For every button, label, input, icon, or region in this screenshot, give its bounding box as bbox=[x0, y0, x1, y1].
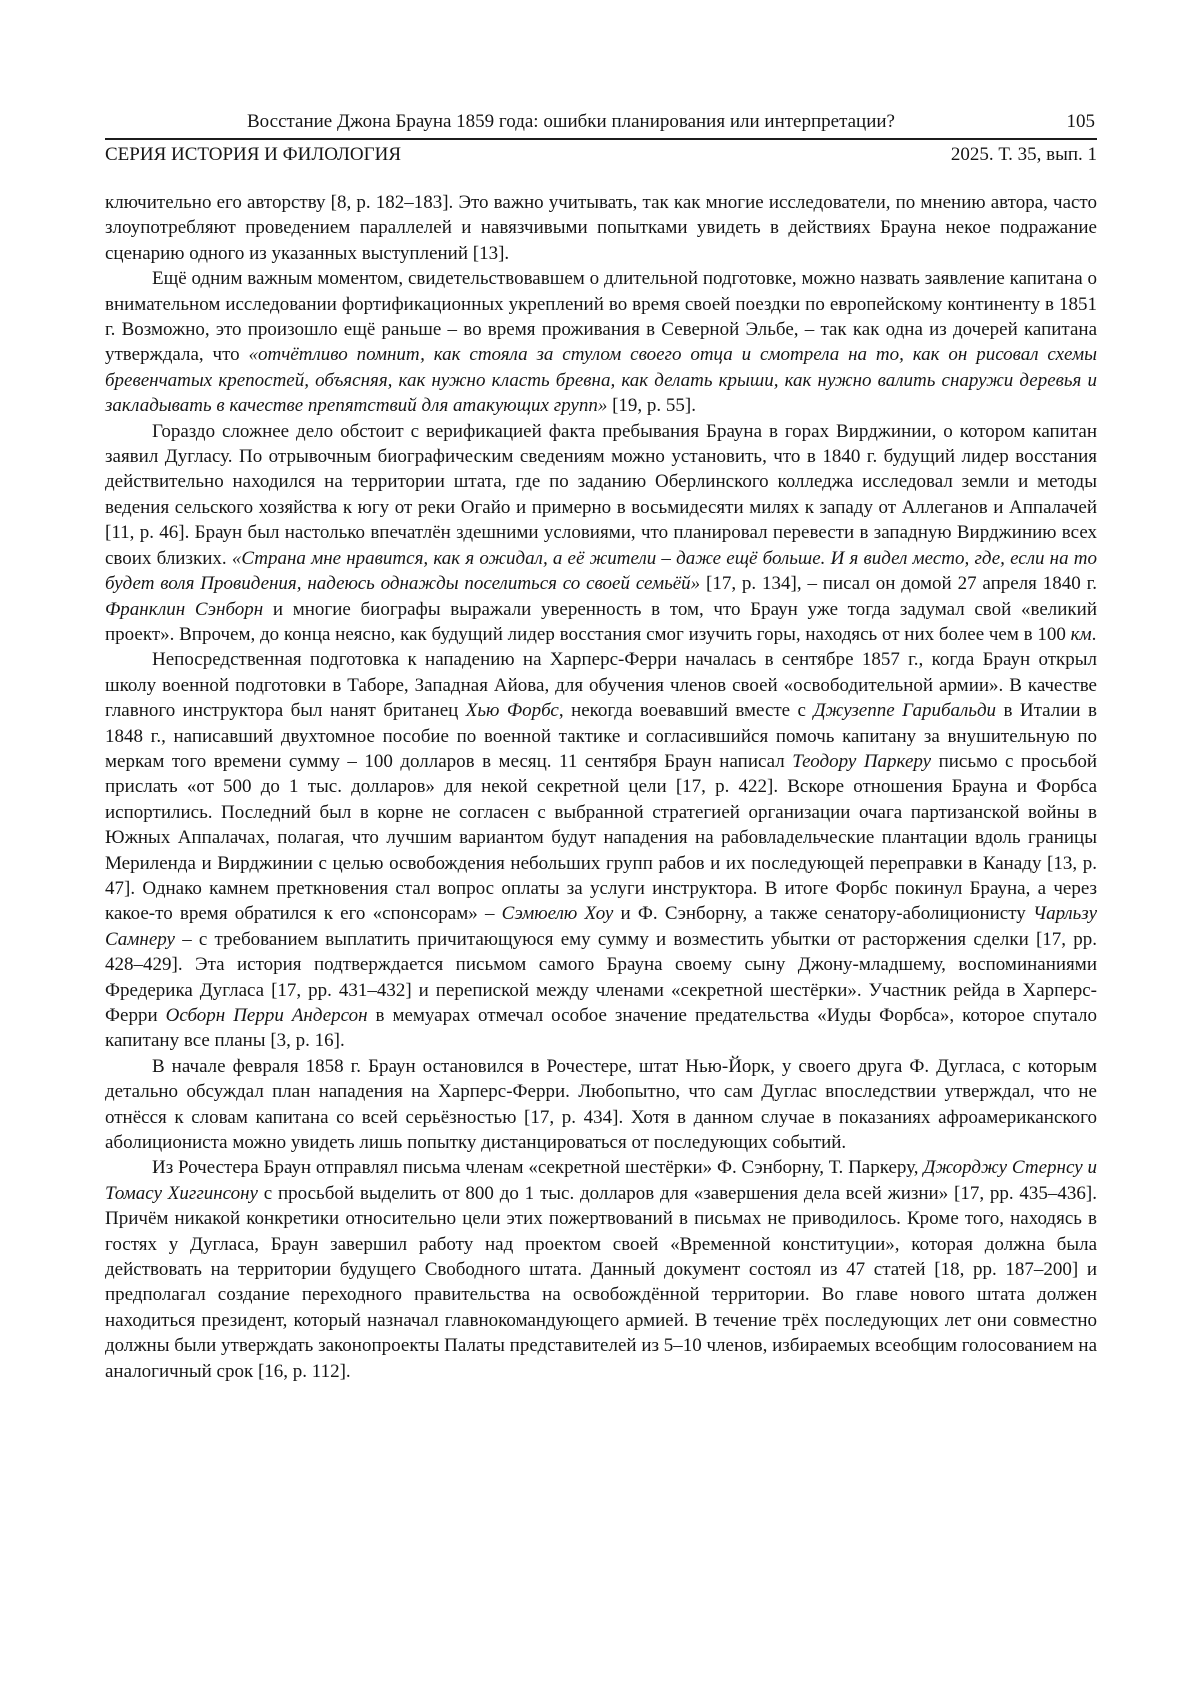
text-run: [17, р. 134], – писал он домой 27 апреля 1840 г. bbox=[700, 573, 1097, 595]
text-run: В начале февраля 1858 г. Браун остановился в Рочестере, штат Нью-Йорк, у своего друга Ф. Дугласа, с которым детально обсуждал план нападения на Харперс-Ферри. Любопытно, что сам Дуглас впоследствии утверждал, что не отнёсся к словам капитана со всей серьёзностью [17, р. 434]. Хотя в данном случае в показаниях афроамериканского аболициониста можно увидеть лишь попытку дистанцироваться от последующих событий. bbox=[105, 1055, 1097, 1154]
italic-run: Джорджу Стернсу и Томасу Хиггинсону bbox=[105, 1157, 1098, 1204]
text-run: Непосредственная подготовка к нападению на Харперс-Ферри началась в сентябре 1857 г., когда Браун открыл школу военной подготовки в Таборе, Западная Айова, для обучения членов своей «освободительной армии». В качестве главного инструктора был нанят британец bbox=[105, 649, 1097, 722]
header-rule bbox=[105, 138, 1097, 140]
paragraph bbox=[105, 419, 1097, 648]
series-row bbox=[105, 143, 1097, 167]
paragraph bbox=[105, 647, 1097, 1054]
text-run: и многие биографы выражали уверенность в том, что Браун уже тогда задумал свой «великий проект». Впрочем, до конца неясно, как будущий лидер восстания смог изучить горы, находясь от них более чем в 100 bbox=[105, 598, 1097, 645]
italic-run: км bbox=[1070, 623, 1092, 645]
italic-run: Франклин Сэнборн bbox=[105, 598, 264, 620]
page-number: 105 bbox=[1066, 111, 1095, 132]
text-run: , некогда воевавший вместе с bbox=[558, 700, 814, 722]
italic-run: «отчётливо помнит, как стояла за стулом своего отца и смотрела на то, как он рисовал схемы бревенчатых крепостей, объясняя, как нужно класть бревна, как делать крыши, как нужно валить снаружи деревья и закладывать в качестве препятствий для атакующих групп» bbox=[105, 344, 1097, 417]
text-run: [19, р. 55]. bbox=[607, 395, 696, 417]
italic-run: Сэмюелю Хоу bbox=[501, 903, 614, 925]
italic-run: «Страна мне нравится, как я ожидал, а её жители – даже ещё больше. И я видел место, где, если на то будет воля Провидения, надеюсь однажды поселиться со своей семьёй» bbox=[105, 547, 1097, 595]
text-run: Ещё одним важным моментом, свидетельствовавшем о длительной подготовке, можно назвать заявление капитана о внимательном исследовании фортификационных укреплений во время своей поездки по европейскому континенту в 1851 г. Возможно, это произошло ещё раньше – во время проживания в Северной Эльбе, – так как одна из дочерей капитана утверждала, что bbox=[105, 268, 1097, 366]
italic-run: Осборн Перри Андерсон bbox=[165, 1005, 368, 1026]
italic-run: Хью Форбс bbox=[465, 700, 559, 722]
italic-run: Чарльзу Самнеру bbox=[105, 903, 1098, 950]
text-run: в Италии в 1848 г., написавший двухтомное пособие по военной тактике и согласившийся помочь капитану за внушительную по меркам того времени сумму – 100 долларов в месяц. 11 сентября Браун написал bbox=[105, 700, 1098, 772]
series-title: СЕРИЯ ИСТОРИЯ И ФИЛОЛОГИЯ bbox=[105, 144, 402, 165]
article-body bbox=[105, 190, 1097, 1384]
text-run: – с требованием выплатить причитающуюся ему сумму и возместить убытки от расторжения сделки [17, рр. 428–429]. Эта история подтверждается письмом самого Брауна своему сыну Джону-младшему, воспоминаниями Фредерика Дугласа [17, рр. 431–432] и перепиской между членами «секретной шестёрки». Участник рейда в Харперс-Ферри bbox=[105, 928, 1097, 1026]
text-run: Из Рочестера Браун отправлял письма членам «секретной шестёрки» Ф. Сэнборну, Т. Паркеру, bbox=[152, 1157, 924, 1179]
paragraph bbox=[105, 1155, 1097, 1384]
page-header bbox=[105, 110, 1097, 167]
text-run: и Ф. Сэнборну, а также сенатору-аболиционисту bbox=[613, 903, 1033, 925]
issue-info: 2025. Т. 35, вып. 1 bbox=[950, 144, 1097, 165]
paragraph bbox=[105, 1054, 1097, 1156]
running-title: Восстание Джона Брауна 1859 года: ошибки планирования или интерпретации? bbox=[246, 111, 895, 132]
text-run: в мемуарах отмечал особое значение предательства «Иуды Форбса», которое спутало капитану все планы [3, р. 16]. bbox=[105, 1005, 1098, 1052]
italic-run: Джузеппе Гарибальди bbox=[813, 700, 997, 722]
text-run: . bbox=[1091, 623, 1097, 645]
text-run: ключительно его авторству [8, р. 182–183]. Это важно учитывать, так как многие исследователи, по мнению автора, часто злоупотребляют проведением параллелей и навязчивыми попытками увидеть в действиях Брауна некое подражание сценарию одного из указанных выступлений [13]. bbox=[105, 192, 1097, 264]
text-run: Гораздо сложнее дело обстоит с верификацией факта пребывания Брауна в горах Вирджинии, о котором капитан заявил Дугласу. По отрывочным биографическим сведениям можно установить, что в 1840 г. будущий лидер восстания действительно находился на территории штата, где по заданию Оберлинского колледжа исследовал земли и методы ведения сельского хозяйства к югу от реки Огайо и примерно в восьмидесяти милях к западу от Аллеганов и Аппалачей [11, р. 46]. Браун был настолько впечатлён здешними условиями, что планировал перевести в западную Вирджинию всех своих близких. bbox=[105, 420, 1097, 569]
text-run: письмо с просьбой прислать «от 500 до 1 тыс. долларов» для некой секретной цели [17, р. 422]. Вскоре отношения Брауна и Форбса испортились. Последний был в корне не согласен с выбранной стратегией организации очага партизанской войны в Южных Аппалачах, полагая, что лучшим вариантом будут нападения на рабовладельческие плантации вдоль границы Мериленда и Вирджинии с целью освобождения небольших групп рабов и их последующей переправки в Канаду [13, р. 47]. Однако камнем преткновения стал вопрос оплаты за услуги инструктора. В итоге Форбс покинул Брауна, а через какое-то время обратился к его «спонсорам» – bbox=[105, 750, 1097, 925]
italic-run: Теодору Паркеру bbox=[792, 750, 932, 772]
paragraph bbox=[105, 190, 1097, 266]
running-head-row bbox=[105, 110, 1097, 134]
paragraph bbox=[105, 266, 1097, 418]
text-run: с просьбой выделить от 800 до 1 тыс. долларов для «завершения дела всей жизни» [17, рр. 435–436]. Причём никакой конкретики относительно цели этих пожертвований в письмах не приводилось. Кроме того, находясь в гостях у Дугласа, Браун завершил работу над проектом своей «Временной конституции», которая должна была действовать на территории будущего Свободного штата. Данный документ состоял из 47 статей [18, рр. 187–200] и предполагал создание переходного правительства на освобождённой территории. Во главе нового штата должен находиться президент, который назначал главнокомандующего армией. В течение трёх последующих лет они совместно должны были утверждать законопроекты Палаты представителей из 5–10 членов, избираемых всеобщим голосованием на аналогичный срок [16, р. 112]. bbox=[105, 1182, 1097, 1382]
